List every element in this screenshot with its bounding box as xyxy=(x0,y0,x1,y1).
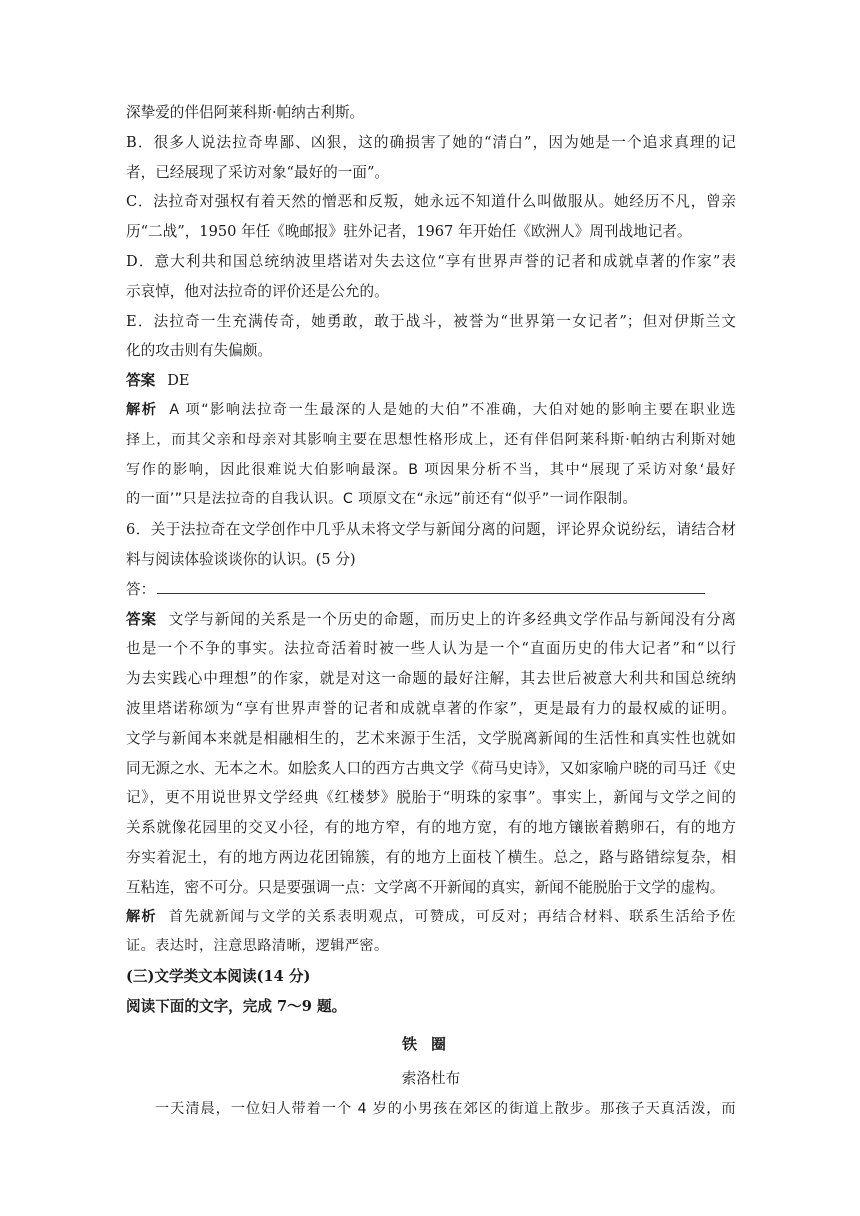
q5-answer-label: 答案 xyxy=(126,372,156,390)
q5-answer-value: DE xyxy=(167,372,190,390)
q6-analysis-line-1 xyxy=(126,903,736,933)
answer-prompt: 答： xyxy=(126,580,156,598)
q6-answer-line-8: 关系就像花园里的交叉小径，有的地方窄，有的地方宽，有的地方镶嵌着鹅卵石，有的地方 xyxy=(126,819,736,837)
instruction: 阅读下面的文字，完成 7～9 题。 xyxy=(126,997,347,1015)
option-d-line-2: 示哀悼，他对法拉奇的评价还是公允的。 xyxy=(126,282,389,300)
q5-analysis-line-4: 的一面’”只是法拉奇的自我认识。C 项原文在“永远”前还有“似乎”一词作限制。 xyxy=(126,491,638,508)
q6-answer-line-5: 文学与新闻本来就是相融相生的，艺术来源于生活，文学脱离新闻的生活性和真实性也就如 xyxy=(126,729,736,747)
option-e-line-1: E．法拉奇一生充满传奇，她勇敢，敢于战斗，被誉为“世界第一女记者”；但对伊斯兰文 xyxy=(126,312,736,330)
q5-analysis-line-3: 写作的影响，因此很难说大伯影响最深。B 项因果分析不当，其中“展现了采访对象‘最好 xyxy=(126,461,736,478)
option-b-line-2: 者，已经展现了采访对象“最好的一面”。 xyxy=(126,163,390,181)
story-title xyxy=(126,1030,736,1060)
section-heading: (三)文学类文本阅读(14 分) xyxy=(126,968,311,986)
q6-answer-line-9: 夯实着泥土，有的地方两边花团锦簇，有的地方上面枝丫横生。总之，路与路错综复杂，相 xyxy=(126,848,736,866)
q6-answer-line-1 xyxy=(126,605,736,635)
option-c-line-2: 历“二战”，1950 年任《晚邮报》驻外记者，1967 年开始任《欧洲人》周刊战地记者。 xyxy=(126,223,692,241)
q6-answer-line-4: 波里塔诺称颂为“享有世界声誉的记者和成就卓著的作家”，更是最有力的最权威的证明。 xyxy=(126,699,736,717)
page-content xyxy=(126,98,736,1125)
story-author: 索洛杜布 xyxy=(401,1069,461,1087)
q6-answer-line-3: 为去实践心中理想”的作家，就是对这一命题的最好注解，其去世后被意大利共和国总统纳 xyxy=(126,670,736,688)
q6-answer-line-7: 记》，更不用说世界文学经典《红楼梦》脱胎于“明珠的家事”。事实上，新闻与文学之间的 xyxy=(126,789,736,807)
answer-blank xyxy=(126,575,736,605)
q6-analysis-text-1: 首先就新闻与文学的关系表明观点，可赞成，可反对；再结合材料、联系生活给予佐 xyxy=(168,908,736,925)
q6-answer-line-2: 也是一个不争的事实。法拉奇活着时被一些人认为是一个“直面历史的伟大记者”和“以行 xyxy=(126,640,736,658)
q5-answer xyxy=(126,366,736,396)
q6-answer-label: 答案 xyxy=(126,610,157,628)
q6-analysis-label: 解析 xyxy=(126,908,157,925)
q6-line-2: 料与阅读体验谈谈你的认识。(5 分) xyxy=(126,550,356,568)
option-b-line-1: B．很多人说法拉奇卑鄙、凶狠，这的确损害了她的“清白”，因为她是一个追求真理的记 xyxy=(126,133,736,151)
q6-analysis-line-2: 证。表达时，注意思路清晰，逻辑严密。 xyxy=(126,938,389,955)
story-first-line: 一天清晨，一位妇人带着一个 4 岁的小男孩在郊区的街道上散步。那孩子天真活泼，而 xyxy=(155,1101,736,1118)
q6-answer-line-6: 同无源之水、无本之木。如脍炙人口的西方古典文学《荷马史诗》，又如家喻户晓的司马迁《史 xyxy=(126,759,736,777)
option-c-line-1: C．法拉奇对强权有着天然的憎恶和反叛，她永远不知道什么叫做服从。她经历不凡，曾亲 xyxy=(126,193,736,211)
option-a-tail: 深挚爱的伴侣阿莱科斯·帕纳古利斯。 xyxy=(126,104,365,121)
story-title-text: 铁圈 xyxy=(401,1034,460,1053)
q5-analysis-line-2: 择上，而其父亲和母亲对其影响主要在思想性格形成上，还有伴侣阿莱科斯·帕纳古利斯对她 xyxy=(126,431,736,448)
q6-answer-text-1: 文学与新闻的关系是一个历史的命题，而历史上的许多经典文学作品与新闻没有分离 xyxy=(168,610,736,628)
q5-analysis-text-1: A 项“影响法拉奇一生最深的人是她的大伯”不准确，大伯对她的影响主要在职业选 xyxy=(169,401,736,418)
q5-analysis-line-1 xyxy=(126,396,736,426)
option-e-line-2: 化的攻击则有失偏颇。 xyxy=(126,342,272,360)
answer-underline[interactable] xyxy=(157,579,705,594)
q6-answer-line-10: 互粘连，密不可分。只是要强调一点：文学离不开新闻的真实，新闻不能脱胎于文学的虚构。 xyxy=(126,878,725,896)
q6-line-1: 6．关于法拉奇在文学创作中几乎从未将文学与新闻分离的问题，评论界众说纷纭，请结合材 xyxy=(126,521,736,539)
q5-analysis-label: 解析 xyxy=(126,401,158,418)
option-d-line-1: D．意大利共和国总统纳波里塔诺对失去这位“享有世界声誉的记者和成就卓著的作家”表 xyxy=(126,252,736,270)
